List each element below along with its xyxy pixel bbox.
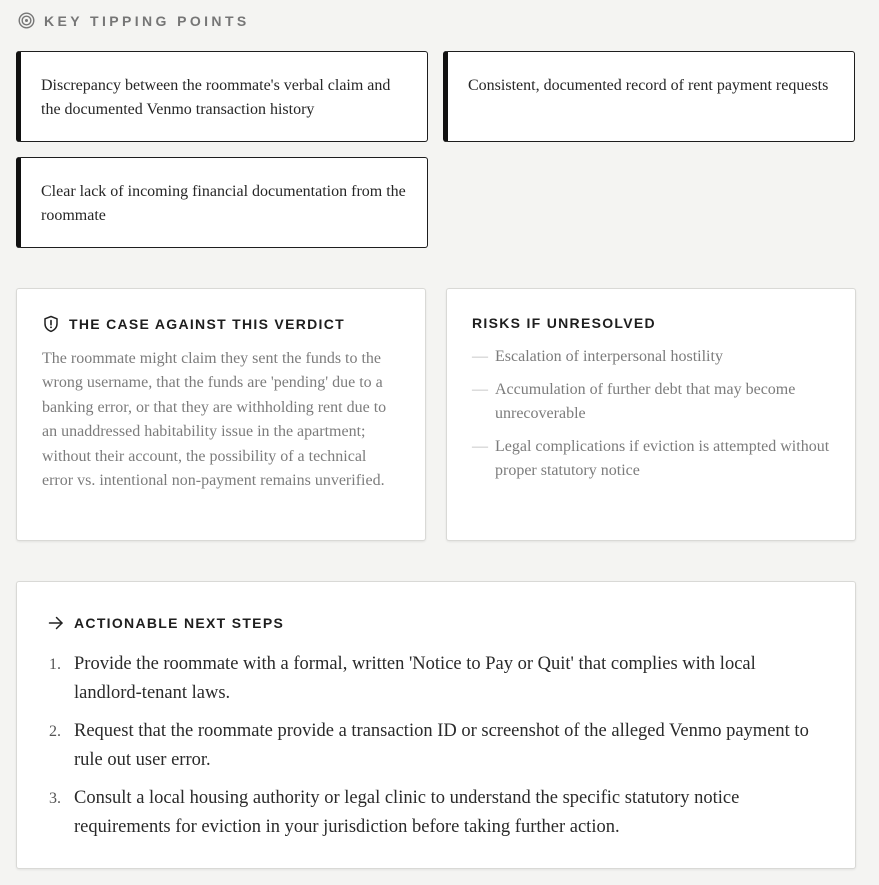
case-against-header	[42, 315, 401, 333]
list-item	[47, 784, 825, 842]
target-icon	[18, 12, 35, 29]
tipping-point-card: Clear lack of incoming financial documentation from the roommate	[16, 157, 428, 248]
case-against-title: THE CASE AGAINST THIS VERDICT	[69, 316, 345, 332]
list-item	[472, 378, 831, 427]
step-text: Consult a local housing authority or legal clinic to understand the specific statutory notice requirements for eviction in your jurisdiction before taking further action.	[74, 788, 740, 837]
case-against-body: The roommate might claim they sent the funds to the wrong username, that the funds are 'pending' due to a banking error, or that they are withholding rent due to an unaddressed habitability issue in the apartment; without their account, the possibility of a technical error vs. intentional non-payment remains unverified.	[42, 350, 387, 490]
risk-list	[472, 345, 831, 484]
step-number: 3.	[49, 790, 61, 807]
risk-text: Accumulation of further debt that may become unrecoverable	[495, 380, 796, 422]
risks-title: RISKS IF UNRESOLVED	[472, 315, 656, 331]
risks-header	[472, 315, 831, 331]
step-number: 1.	[49, 656, 61, 673]
tipping-points-header	[18, 12, 250, 29]
risk-text: Escalation of interpersonal hostility	[495, 348, 723, 365]
dash-bullet: —	[472, 348, 488, 365]
tipping-points-heading: KEY TIPPING POINTS	[44, 12, 250, 29]
list-item	[47, 650, 825, 708]
step-number: 2.	[49, 723, 61, 740]
next-steps-header	[47, 614, 825, 632]
list-item	[47, 717, 825, 775]
dash-bullet: —	[472, 437, 488, 455]
risk-text: Legal complications if eviction is attempted without proper statutory notice	[495, 437, 830, 479]
list-item	[472, 435, 831, 484]
dash-bullet: —	[472, 380, 488, 398]
tipping-point-card: Consistent, documented record of rent payment requests	[443, 51, 855, 142]
steps-list	[47, 650, 825, 842]
step-text: Provide the roommate with a formal, written 'Notice to Pay or Quit' that complies with local landlord-tenant laws.	[74, 654, 756, 703]
next-steps-title: ACTIONABLE NEXT STEPS	[74, 615, 285, 631]
next-steps-panel	[16, 581, 856, 869]
step-text: Request that the roommate provide a transaction ID or screenshot of the alleged Venmo payment to rule out user error.	[74, 721, 809, 770]
list-item	[472, 345, 831, 370]
case-against-panel	[16, 288, 426, 541]
risks-panel	[446, 288, 856, 541]
tipping-point-card: Discrepancy between the roommate's verbal claim and the documented Venmo transaction history	[16, 51, 428, 142]
shield-alert-icon	[42, 315, 60, 333]
arrow-right-icon	[47, 614, 65, 632]
